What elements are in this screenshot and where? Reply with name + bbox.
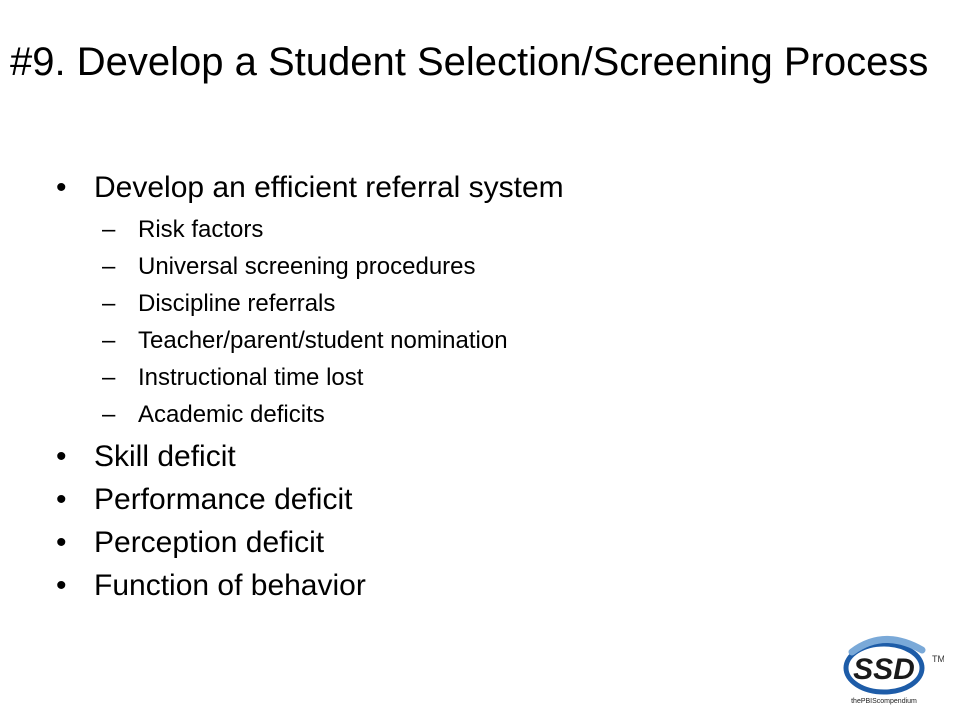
slide-title: #9. Develop a Student Selection/Screening Process	[10, 40, 929, 84]
sub-item	[0, 248, 960, 285]
bullet-item	[0, 564, 960, 607]
sub-item-text: Risk factors	[138, 216, 264, 243]
bullet-dot: •	[56, 440, 67, 473]
bullet-item	[0, 435, 960, 478]
ssd-logo-graphic	[838, 632, 944, 708]
sub-item	[0, 211, 960, 248]
bullet-dot: •	[56, 171, 67, 204]
sub-item-text: Teacher/parent/student nomination	[138, 327, 508, 354]
trademark-mark: TM	[932, 654, 944, 664]
bullet-text: Performance deficit	[94, 483, 353, 516]
sub-item-text: Instructional time lost	[138, 364, 364, 391]
bullet-list	[0, 166, 960, 607]
bullet-item	[0, 521, 960, 564]
sub-item	[0, 359, 960, 396]
dash-glyph: –	[102, 327, 116, 354]
ssd-logo	[838, 632, 944, 708]
bullet-text: Skill deficit	[94, 440, 236, 473]
bullet-item	[0, 166, 960, 209]
logo-footer-text: thePBIScompendium	[851, 698, 917, 705]
dash-glyph: –	[102, 253, 116, 280]
dash-glyph: –	[102, 364, 116, 391]
dash-glyph: –	[102, 290, 116, 317]
bullet-item	[0, 478, 960, 521]
sub-item-text: Academic deficits	[138, 401, 325, 428]
bullet-dot: •	[56, 526, 67, 559]
bullet-text: Perception deficit	[94, 526, 325, 559]
sub-item-text: Universal screening procedures	[138, 253, 476, 280]
bullet-dot: •	[56, 569, 67, 602]
sub-item	[0, 285, 960, 322]
bullet-text: Develop an efficient referral system	[94, 171, 564, 204]
logo-text: SSD	[853, 653, 915, 686]
dash-glyph: –	[102, 216, 116, 243]
sub-item	[0, 322, 960, 359]
sub-item	[0, 396, 960, 433]
sub-item-text: Discipline referrals	[138, 290, 336, 317]
bullet-text: Function of behavior	[94, 569, 366, 602]
bullet-dot: •	[56, 483, 67, 516]
dash-glyph: –	[102, 401, 116, 428]
